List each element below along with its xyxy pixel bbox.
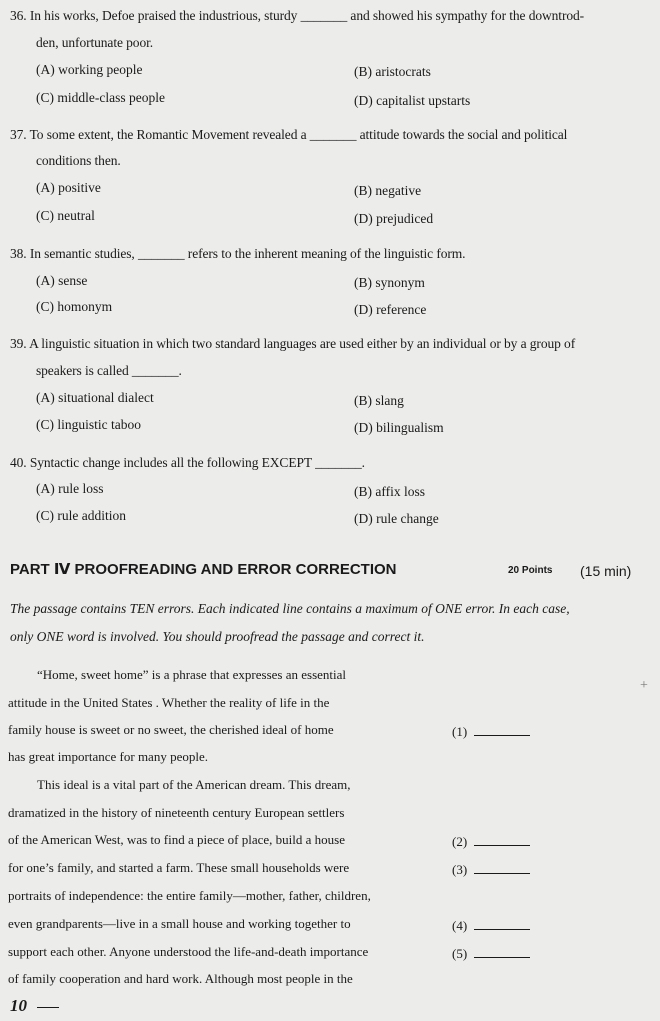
scan-speck: +	[640, 678, 648, 693]
question-38-option-b[interactable]: (B) synonym	[354, 275, 425, 290]
question-38-option-c[interactable]: (C) homonym	[36, 299, 113, 314]
answer-blank-2[interactable]	[474, 845, 530, 846]
question-36-option-c[interactable]: (C) middle-class people	[36, 90, 165, 105]
question-38-stem: 38. In semantic studies, _______ refers to the inherent meaning of the linguistic form.	[10, 246, 466, 261]
passage-line-11: support each other. Anyone understood the life-and-death importance	[8, 944, 369, 959]
question-37-option-c[interactable]: (C) neutral	[36, 208, 95, 223]
time-label: (15 min)	[580, 563, 632, 579]
passage-line-12: of family cooperation and hard work. Although most people in the	[8, 971, 353, 986]
question-36-option-b[interactable]: (B) aristocrats	[354, 64, 431, 79]
question-37-option-d[interactable]: (D) prejudiced	[354, 211, 434, 226]
answer-marker-2: (2)	[452, 834, 530, 850]
question-37-stem-cont: conditions then.	[36, 153, 121, 168]
page-number: 10	[10, 996, 59, 1016]
part-heading: PART Ⅳ PROOFREADING AND ERROR CORRECTION	[10, 561, 397, 578]
answer-blank-3[interactable]	[474, 873, 530, 874]
passage-line-4: has great importance for many people.	[8, 749, 208, 764]
question-36-option-a[interactable]: (A) working people	[36, 62, 143, 77]
question-37-option-a[interactable]: (A) positive	[36, 180, 101, 195]
question-40-stem: 40. Syntactic change includes all the following EXCEPT _______.	[10, 455, 365, 470]
passage-line-5: This ideal is a vital part of the American dream. This dream,	[37, 777, 351, 792]
instructions-line-2: only ONE word is involved. You should proofread the passage and correct it.	[10, 629, 425, 644]
answer-blank-1[interactable]	[474, 735, 530, 736]
answer-blank-5[interactable]	[474, 957, 530, 958]
answer-marker-3: (3)	[452, 862, 530, 878]
question-39-option-a[interactable]: (A) situational dialect	[36, 390, 154, 405]
question-36-stem: 36. In his works, Defoe praised the industrious, sturdy _______ and showed his sympathy for the downtrod-	[10, 8, 585, 23]
question-36-stem-cont: den, unfortunate poor.	[36, 35, 154, 50]
question-37-stem: 37. To some extent, the Romantic Movement revealed a _______ attitude towards the social and political	[10, 127, 568, 142]
question-36-option-d[interactable]: (D) capitalist upstarts	[354, 93, 471, 108]
passage-line-2: attitude in the United States . Whether the reality of life in the	[8, 695, 330, 710]
question-40-option-c[interactable]: (C) rule addition	[36, 508, 126, 523]
instructions-line-1: The passage contains TEN errors. Each indicated line contains a maximum of ONE error. In each case,	[10, 601, 570, 616]
points-label: 20 Points	[508, 565, 553, 576]
question-38-option-d[interactable]: (D) reference	[354, 302, 427, 317]
question-39-option-c[interactable]: (C) linguistic taboo	[36, 417, 141, 432]
answer-marker-4: (4)	[452, 918, 530, 934]
answer-marker-1: (1)	[452, 724, 530, 740]
question-38-option-a[interactable]: (A) sense	[36, 273, 88, 288]
question-37-option-b[interactable]: (B) negative	[354, 183, 422, 198]
passage-line-1: “Home, sweet home” is a phrase that expresses an essential	[37, 667, 347, 682]
question-40-option-d[interactable]: (D) rule change	[354, 511, 439, 526]
passage-line-6: dramatized in the history of nineteenth century European settlers	[8, 805, 345, 820]
passage-line-8: for one’s family, and started a farm. These small households were	[8, 860, 350, 875]
answer-blank-4[interactable]	[474, 929, 530, 930]
passage-line-7: of the American West, was to find a piece of place, build a house	[8, 832, 345, 847]
passage-line-9: portraits of independence: the entire family—mother, father, children,	[8, 888, 371, 903]
question-39-option-b[interactable]: (B) slang	[354, 393, 404, 408]
answer-marker-5: (5)	[452, 946, 530, 962]
question-40-option-a[interactable]: (A) rule loss	[36, 481, 104, 496]
question-39-stem: 39. A linguistic situation in which two standard languages are used either by an individual or by a group of	[10, 336, 576, 351]
question-40-option-b[interactable]: (B) affix loss	[354, 484, 425, 499]
passage-line-10: even grandparents—live in a small house and working together to	[8, 916, 351, 931]
passage-line-3: family house is sweet or no sweet, the cherished ideal of home	[8, 722, 334, 737]
question-39-option-d[interactable]: (D) bilingualism	[354, 420, 444, 435]
question-39-stem-cont: speakers is called _______.	[36, 363, 182, 378]
page-number-dash	[37, 1007, 59, 1008]
